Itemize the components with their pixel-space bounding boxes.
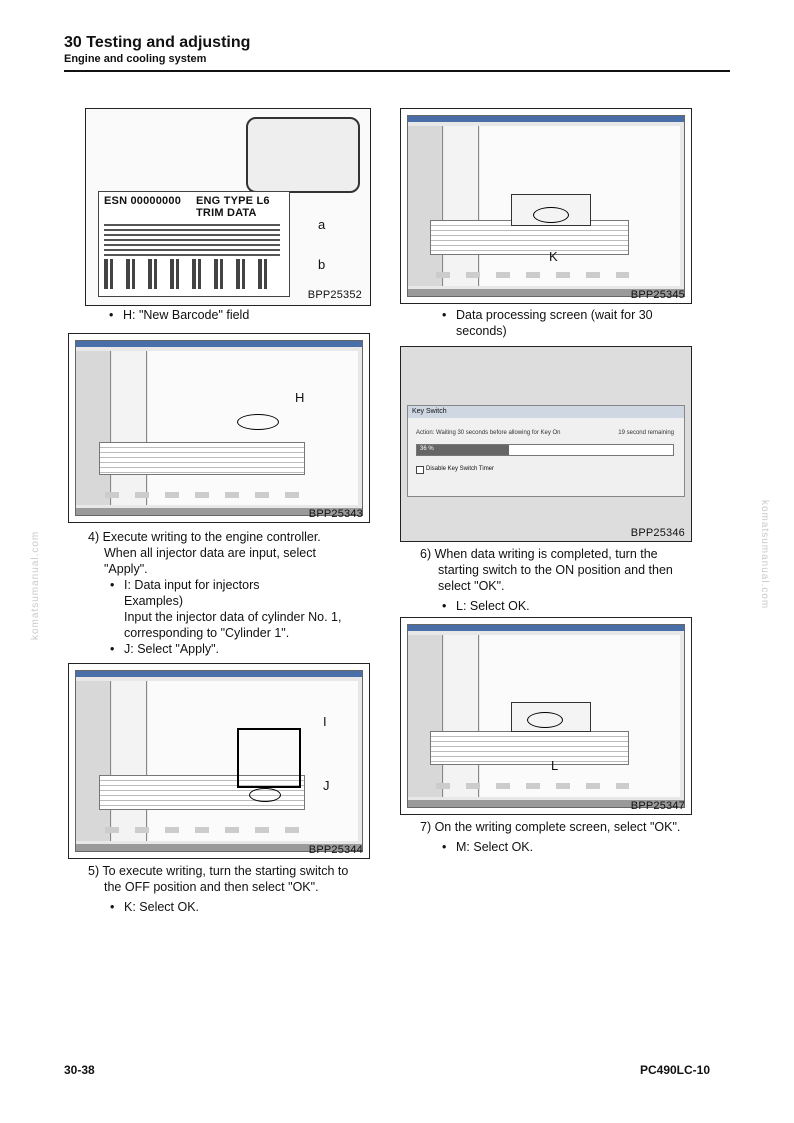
dialog-window [407,405,685,497]
watermark-right: komatsumanual.com [759,500,770,610]
bullet-j: • J: Select "Apply". [124,641,219,657]
callout-j: J [323,778,330,793]
bullet-i-examples: Examples) [124,594,184,608]
bullet-data-processing-cont: seconds) [456,324,507,338]
software-screenshot [75,340,363,516]
bullet-i: • I: Data input for injectors [124,577,259,593]
figure-label: BPP25347 [630,800,685,812]
section-subtitle: Engine and cooling system [64,53,207,65]
step-4-cont1: When all injector data are input, select [104,546,316,560]
figure-ecm-label [85,108,371,306]
figure-screen-apply [68,663,370,859]
engtype-label: ENG TYPE L6 [196,195,270,207]
callout-k: K [549,249,558,264]
controller-outline [246,117,360,193]
step-6: 6) When data writing is completed, turn the [420,547,658,561]
figure-screen-ok-k [400,108,692,304]
figure-screen-ok-l [400,617,692,815]
bullet-i-line4: corresponding to "Cylinder 1". [124,626,290,640]
trim-data-label: TRIM DATA [196,207,257,219]
bullet-h: • H: "New Barcode" field [123,307,249,323]
qr-codes [104,259,280,289]
figure-label: BPP25343 [308,508,363,520]
bullet-l: • L: Select OK. [456,598,530,614]
trim-data-rows [104,221,280,257]
progress-text: 36 % [420,446,434,452]
figure-label: BPP25352 [307,289,362,301]
step-6-cont2: select "OK". [438,579,505,593]
figure-key-switch-dialog [400,346,692,542]
callout-h: H [295,390,305,405]
injector-data-box [237,728,301,788]
callout-a: a [318,217,326,232]
progress-bar [416,444,674,456]
callout-ring [237,414,279,430]
step-5-cont: the OFF position and then select "OK". [104,880,319,894]
figure-label: BPP25344 [308,844,363,856]
bullet-k: • K: Select OK. [124,899,199,915]
callout-ring [249,788,281,802]
watermark-left: komatsumanual.com [30,530,41,640]
dialog-titlebar: Key Switch [408,406,684,418]
page-number: 30-38 [64,1063,95,1077]
step-4: 4) Execute writing to the engine controller. [88,530,321,544]
callout-i: I [323,714,327,729]
callout-ring [533,207,569,223]
figure-screen-new-barcode [68,333,370,523]
software-screenshot [75,670,363,852]
figure-label: BPP25345 [630,289,685,301]
step-4-cont2: "Apply". [104,562,148,576]
step-7: 7) On the writing complete screen, select "OK". [420,820,681,834]
dialog-remaining: 19 second remaining [618,430,674,436]
callout-ring [527,712,563,728]
step-6-cont1: starting switch to the ON position and then [438,563,673,577]
figure-label: BPP25346 [630,527,685,539]
model-name: PC490LC-10 [639,1063,710,1077]
step-5: 5) To execute writing, turn the starting switch to [88,864,349,878]
header-rule [64,70,730,72]
section-title: 30 Testing and adjusting [64,34,251,51]
bullet-i-line3: Input the injector data of cylinder No. 1, [124,610,342,624]
disable-timer-checkbox[interactable] [416,466,424,474]
callout-b: b [318,257,326,272]
bullet-data-processing: • Data processing screen (wait for 30 [456,307,653,323]
esn-label: ESN 00000000 [104,195,182,207]
dialog-message: Action: Waiting 30 seconds before allowing for Key On [416,430,561,436]
disable-timer-label: Disable Key Switch Timer [426,466,495,472]
bullet-m: • M: Select OK. [456,839,533,855]
callout-l: L [551,758,559,773]
